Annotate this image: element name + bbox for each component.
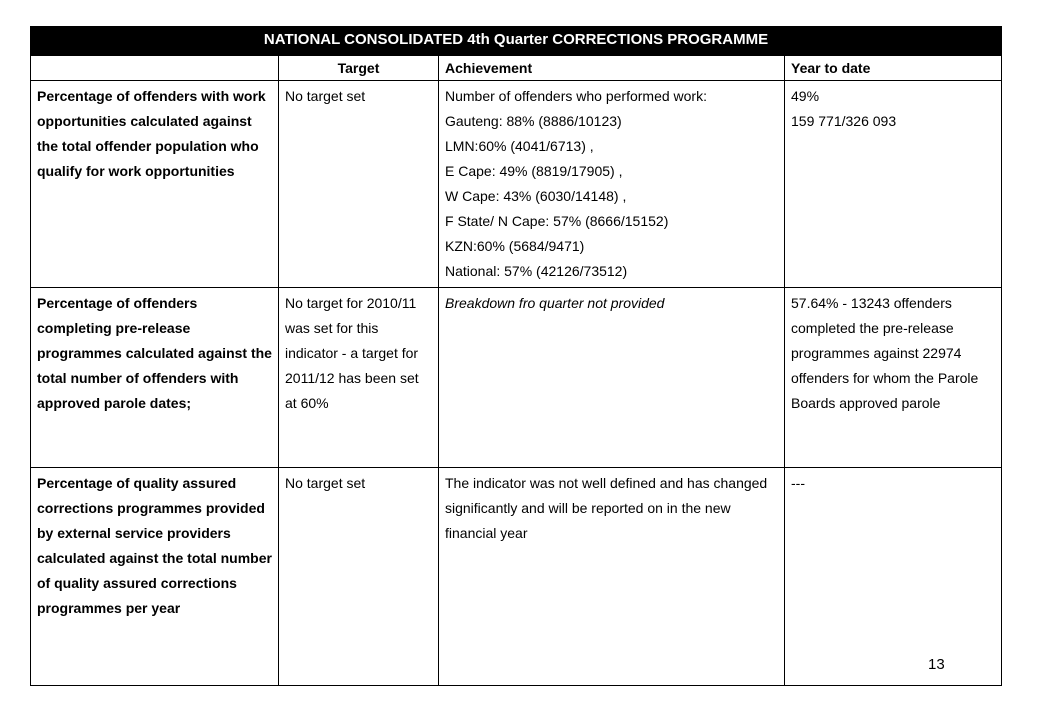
indicator-cell: Percentage of quality assured corrections programmes provided by external service providers calculated against the total number of quality assured corrections programmes per year xyxy=(31,468,279,686)
ytd-line: 159 771/326 093 xyxy=(791,113,897,129)
corrections-programme-table xyxy=(30,26,1002,686)
table-title-row xyxy=(31,27,1002,56)
ytd-cell: 57.64% - 13243 offenders completed the pre-release programmes against 22974 offenders for whom the Parole Boards approved parole xyxy=(785,288,1002,468)
table-row xyxy=(31,468,1002,686)
header-achievement: Achievement xyxy=(439,56,785,81)
header-indicator xyxy=(31,56,279,81)
ytd-line: 49% xyxy=(791,88,820,104)
indicator-cell: Percentage of offenders with work opportunities calculated against the total offender population who qualify for work opportunities xyxy=(31,81,279,288)
achievement-line: KZN:60% (5684/9471) xyxy=(445,238,585,254)
achievement-cell xyxy=(439,81,785,288)
achievement-line: F State/ N Cape: 57% (8666/15152) xyxy=(445,213,669,229)
ytd-cell xyxy=(785,81,1002,288)
table-row xyxy=(31,288,1002,468)
achievement-cell: The indicator was not well defined and has changed significantly and will be reported on in the new financial year xyxy=(439,468,785,686)
page-number: 13 xyxy=(928,656,945,673)
table-row xyxy=(31,81,1002,288)
achievement-cell: Breakdown fro quarter not provided xyxy=(439,288,785,468)
achievement-line: LMN:60% (4041/6713) , xyxy=(445,138,594,154)
table-title: NATIONAL CONSOLIDATED 4th Quarter CORRECTIONS PROGRAMME xyxy=(31,27,1002,56)
header-target: Target xyxy=(279,56,439,81)
achievement-line: National: 57% (42126/73512) xyxy=(445,263,628,279)
ytd-cell: --- xyxy=(785,468,1002,686)
target-cell: No target set xyxy=(279,468,439,686)
target-cell: No target set xyxy=(279,81,439,288)
table-header-row xyxy=(31,56,1002,81)
target-cell: No target for 2010/11 was set for this indicator - a target for 2011/12 has been set at 60% xyxy=(279,288,439,468)
achievement-line: Gauteng: 88% (8886/10123) xyxy=(445,113,622,129)
header-year-to-date: Year to date xyxy=(785,56,1002,81)
achievement-line: Number of offenders who performed work: xyxy=(445,88,707,104)
achievement-line: W Cape: 43% (6030/14148) , xyxy=(445,188,627,204)
achievement-line: E Cape: 49% (8819/17905) , xyxy=(445,163,623,179)
indicator-cell: Percentage of offenders completing pre-release programmes calculated against the total number of offenders with approved parole dates; xyxy=(31,288,279,468)
